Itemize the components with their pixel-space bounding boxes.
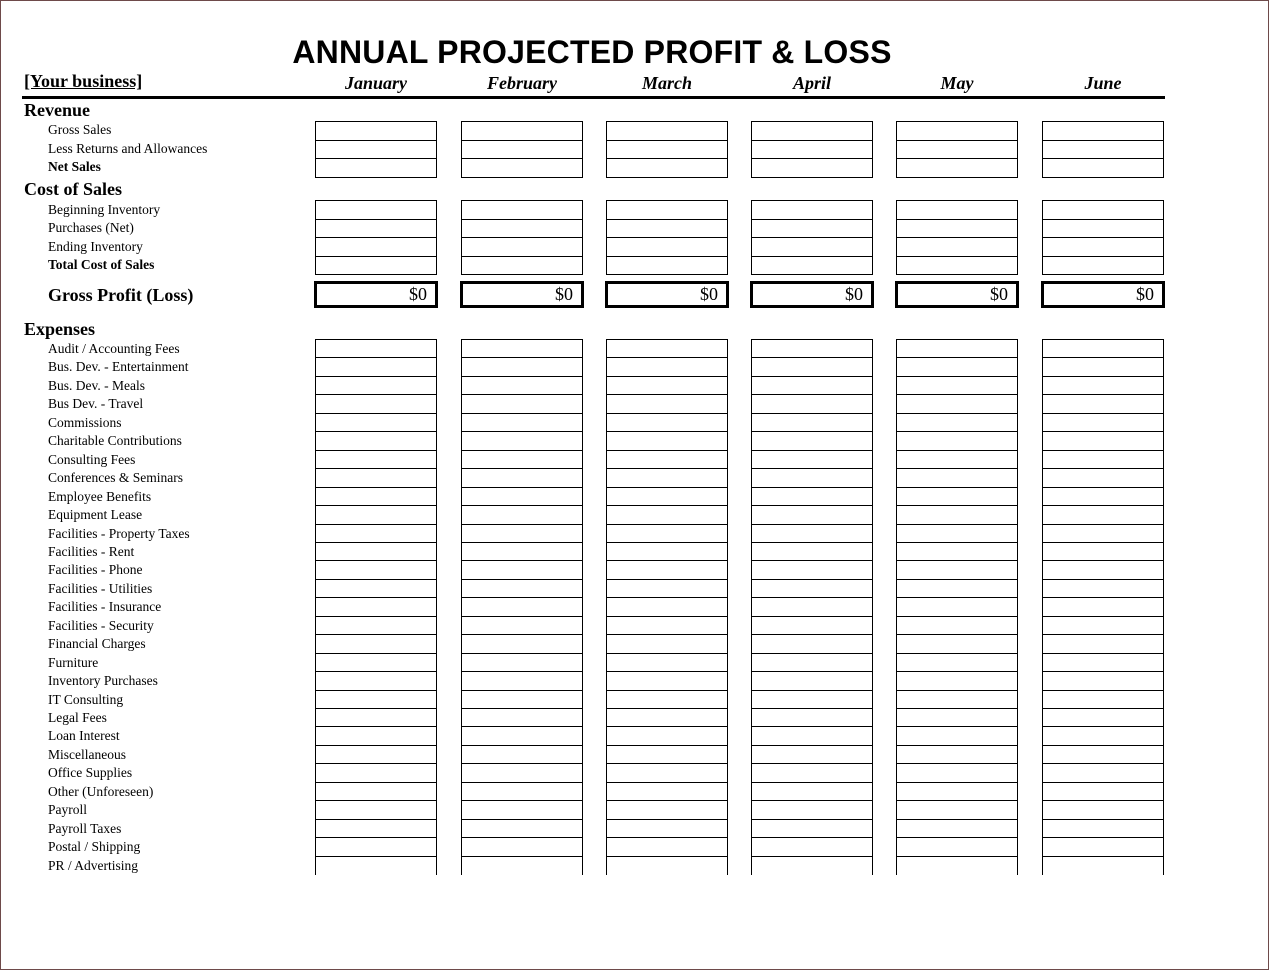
input-cell[interactable] xyxy=(461,837,583,857)
input-cell[interactable] xyxy=(315,560,437,580)
input-cell[interactable] xyxy=(461,542,583,562)
input-cell[interactable] xyxy=(1042,256,1164,276)
row-label: Employee Benefits xyxy=(48,488,152,504)
input-cell[interactable] xyxy=(751,376,873,396)
input-cell[interactable] xyxy=(606,121,728,141)
input-cell[interactable] xyxy=(751,819,873,839)
row-label: Facilities - Property Taxes xyxy=(48,525,190,541)
input-cell[interactable] xyxy=(606,782,728,802)
input-cell[interactable] xyxy=(606,800,728,820)
input-cell[interactable] xyxy=(461,256,583,276)
input-cell[interactable] xyxy=(896,237,1018,257)
row-label: Postal / Shipping xyxy=(48,839,141,855)
input-cell[interactable] xyxy=(461,579,583,599)
month-header: February xyxy=(486,73,557,93)
input-cell[interactable] xyxy=(315,376,437,396)
row-label: Inventory Purchases xyxy=(48,673,158,689)
input-cell[interactable] xyxy=(461,431,583,451)
input-cell[interactable] xyxy=(606,616,728,636)
input-cell[interactable] xyxy=(896,413,1018,433)
input-cell[interactable] xyxy=(606,468,728,488)
input-cell[interactable] xyxy=(751,800,873,820)
month-header: June xyxy=(1084,73,1122,93)
input-cell[interactable] xyxy=(896,468,1018,488)
input-cell[interactable] xyxy=(1042,431,1164,451)
section-title-revenue: Revenue xyxy=(24,100,90,120)
input-cell[interactable] xyxy=(315,726,437,746)
input-cell[interactable] xyxy=(606,450,728,470)
input-cell[interactable] xyxy=(751,219,873,239)
input-cell[interactable] xyxy=(315,708,437,728)
input-cell[interactable] xyxy=(1042,376,1164,396)
input-cell[interactable] xyxy=(461,376,583,396)
input-cell[interactable] xyxy=(461,708,583,728)
input-cell[interactable] xyxy=(751,413,873,433)
row-label: Bus. Dev. - Meals xyxy=(48,377,145,393)
section-title-cost-of-sales: Cost of Sales xyxy=(24,179,122,199)
input-cell[interactable] xyxy=(606,394,728,414)
input-cell[interactable] xyxy=(1042,542,1164,562)
input-cell[interactable] xyxy=(606,487,728,507)
row-label: Facilities - Phone xyxy=(48,562,143,578)
input-cell[interactable] xyxy=(461,450,583,470)
input-cell[interactable] xyxy=(606,200,728,220)
input-cell[interactable] xyxy=(315,819,437,839)
input-cell[interactable] xyxy=(1042,339,1164,359)
input-cell[interactable] xyxy=(896,219,1018,239)
input-cell[interactable] xyxy=(896,579,1018,599)
input-cell[interactable] xyxy=(1042,487,1164,507)
gross-profit-cell: $0 xyxy=(1041,281,1165,308)
input-cell[interactable] xyxy=(751,856,873,876)
input-cell[interactable] xyxy=(315,837,437,857)
input-cell[interactable] xyxy=(751,763,873,783)
input-cell[interactable] xyxy=(1042,450,1164,470)
row-label: Purchases (Net) xyxy=(48,220,134,235)
row-label: Facilities - Security xyxy=(48,617,154,633)
input-cell[interactable] xyxy=(1042,505,1164,525)
input-cell[interactable] xyxy=(1042,819,1164,839)
row-label: Financial Charges xyxy=(48,636,146,652)
input-cell[interactable] xyxy=(751,339,873,359)
input-cell[interactable] xyxy=(606,763,728,783)
input-cell[interactable] xyxy=(1042,121,1164,141)
input-cell[interactable] xyxy=(751,431,873,451)
input-cell[interactable] xyxy=(1042,690,1164,710)
input-cell[interactable] xyxy=(896,394,1018,414)
month-header: March xyxy=(641,73,692,93)
input-cell[interactable] xyxy=(751,690,873,710)
input-cell[interactable] xyxy=(751,597,873,617)
input-cell[interactable] xyxy=(1042,763,1164,783)
row-label: Total Cost of Sales xyxy=(48,257,155,272)
input-cell[interactable] xyxy=(896,256,1018,276)
month-header-row xyxy=(0,72,1269,96)
month-header: January xyxy=(344,73,407,93)
row-label: Less Returns and Allowances xyxy=(48,141,208,156)
input-cell[interactable] xyxy=(461,856,583,876)
row-label: Beginning Inventory xyxy=(48,202,161,217)
input-cell[interactable] xyxy=(315,413,437,433)
input-cell[interactable] xyxy=(461,339,583,359)
row-label: IT Consulting xyxy=(48,691,124,707)
input-cell[interactable] xyxy=(751,634,873,654)
input-cell[interactable] xyxy=(1042,708,1164,728)
input-cell[interactable] xyxy=(461,394,583,414)
input-cell[interactable] xyxy=(606,505,728,525)
row-label: Facilities - Utilities xyxy=(48,580,153,596)
input-cell[interactable] xyxy=(896,505,1018,525)
input-cell[interactable] xyxy=(315,200,437,220)
input-cell[interactable] xyxy=(896,140,1018,160)
input-cell[interactable] xyxy=(751,158,873,178)
input-cell[interactable] xyxy=(461,671,583,691)
input-cell[interactable] xyxy=(461,158,583,178)
gross-profit-cell: $0 xyxy=(460,281,584,308)
input-cell[interactable] xyxy=(1042,560,1164,580)
input-cell[interactable] xyxy=(896,708,1018,728)
input-cell[interactable] xyxy=(896,690,1018,710)
input-cell[interactable] xyxy=(606,560,728,580)
input-cell[interactable] xyxy=(896,487,1018,507)
input-cell[interactable] xyxy=(896,121,1018,141)
input-cell[interactable] xyxy=(896,431,1018,451)
input-cell[interactable] xyxy=(606,219,728,239)
input-cell[interactable] xyxy=(315,121,437,141)
input-cell[interactable] xyxy=(461,726,583,746)
input-cell[interactable] xyxy=(896,800,1018,820)
gross-profit-cell: $0 xyxy=(605,281,729,308)
input-cell[interactable] xyxy=(751,542,873,562)
row-label: Other (Unforeseen) xyxy=(48,783,154,799)
input-cell[interactable] xyxy=(751,121,873,141)
input-cell[interactable] xyxy=(606,140,728,160)
input-cell[interactable] xyxy=(751,140,873,160)
input-cell[interactable] xyxy=(461,690,583,710)
input-cell[interactable] xyxy=(896,745,1018,765)
input-cell[interactable] xyxy=(315,542,437,562)
input-cell[interactable] xyxy=(315,450,437,470)
input-cell[interactable] xyxy=(1042,158,1164,178)
input-cell[interactable] xyxy=(461,560,583,580)
row-label: Ending Inventory xyxy=(48,239,143,254)
input-cell[interactable] xyxy=(315,339,437,359)
input-cell[interactable] xyxy=(606,579,728,599)
input-cell[interactable] xyxy=(751,579,873,599)
input-cell[interactable] xyxy=(1042,671,1164,691)
row-label: Commissions xyxy=(48,414,122,430)
input-cell[interactable] xyxy=(315,524,437,544)
input-cell[interactable] xyxy=(896,597,1018,617)
input-cell[interactable] xyxy=(315,763,437,783)
input-cell[interactable] xyxy=(606,256,728,276)
gross-profit-cell: $0 xyxy=(750,281,874,308)
business-name-field[interactable]: [Your business] xyxy=(24,71,143,91)
input-cell[interactable] xyxy=(751,505,873,525)
row-label: Bus. Dev. - Entertainment xyxy=(48,359,189,375)
input-cell[interactable] xyxy=(1042,219,1164,239)
row-label: Conferences & Seminars xyxy=(48,470,183,486)
gross-profit-label: Gross Profit (Loss) xyxy=(48,285,194,305)
input-cell[interactable] xyxy=(606,542,728,562)
input-cell[interactable] xyxy=(461,819,583,839)
input-cell[interactable] xyxy=(315,140,437,160)
input-cell[interactable] xyxy=(461,763,583,783)
row-label: Facilities - Rent xyxy=(48,543,135,559)
input-cell[interactable] xyxy=(896,450,1018,470)
input-cell[interactable] xyxy=(1042,597,1164,617)
input-cell[interactable] xyxy=(461,653,583,673)
input-cell[interactable] xyxy=(315,158,437,178)
input-cell[interactable] xyxy=(751,524,873,544)
row-label: Miscellaneous xyxy=(48,746,126,762)
input-cell[interactable] xyxy=(461,800,583,820)
input-cell[interactable] xyxy=(1042,140,1164,160)
input-cell[interactable] xyxy=(315,616,437,636)
input-cell[interactable] xyxy=(1042,653,1164,673)
input-cell[interactable] xyxy=(606,524,728,544)
input-cell[interactable] xyxy=(606,339,728,359)
input-cell[interactable] xyxy=(315,468,437,488)
input-cell[interactable] xyxy=(1042,634,1164,654)
input-cell[interactable] xyxy=(315,671,437,691)
input-cell[interactable] xyxy=(1042,524,1164,544)
input-cell[interactable] xyxy=(751,837,873,857)
row-label: Audit / Accounting Fees xyxy=(48,341,180,356)
input-cell[interactable] xyxy=(896,357,1018,377)
input-cell[interactable] xyxy=(751,745,873,765)
input-cell[interactable] xyxy=(461,237,583,257)
input-cell[interactable] xyxy=(461,140,583,160)
gross-profit-cell: $0 xyxy=(314,281,438,308)
input-cell[interactable] xyxy=(1042,468,1164,488)
input-cell[interactable] xyxy=(1042,200,1164,220)
input-cell[interactable] xyxy=(461,200,583,220)
input-cell[interactable] xyxy=(896,819,1018,839)
input-cell[interactable] xyxy=(315,394,437,414)
row-label: Loan Interest xyxy=(48,728,120,744)
input-cell[interactable] xyxy=(606,357,728,377)
input-cell[interactable] xyxy=(315,856,437,876)
input-cell[interactable] xyxy=(1042,237,1164,257)
input-cell[interactable] xyxy=(1042,782,1164,802)
input-cell[interactable] xyxy=(315,219,437,239)
input-cell[interactable] xyxy=(606,413,728,433)
input-cell[interactable] xyxy=(315,782,437,802)
input-cell[interactable] xyxy=(606,819,728,839)
input-cell[interactable] xyxy=(751,394,873,414)
input-cell[interactable] xyxy=(461,468,583,488)
input-cell[interactable] xyxy=(315,597,437,617)
input-cell[interactable] xyxy=(1042,856,1164,876)
input-cell[interactable] xyxy=(461,357,583,377)
input-cell[interactable] xyxy=(606,690,728,710)
input-cell[interactable] xyxy=(606,671,728,691)
input-cell[interactable] xyxy=(315,237,437,257)
input-cell[interactable] xyxy=(751,357,873,377)
input-cell[interactable] xyxy=(751,200,873,220)
input-cell[interactable] xyxy=(751,237,873,257)
input-cell[interactable] xyxy=(606,634,728,654)
input-cell[interactable] xyxy=(896,671,1018,691)
gross-profit-cell: $0 xyxy=(895,281,1019,308)
input-cell[interactable] xyxy=(461,121,583,141)
input-cell[interactable] xyxy=(315,487,437,507)
input-cell[interactable] xyxy=(751,487,873,507)
input-cell[interactable] xyxy=(896,782,1018,802)
row-label: Furniture xyxy=(48,654,99,670)
input-cell[interactable] xyxy=(896,616,1018,636)
input-cell[interactable] xyxy=(315,431,437,451)
input-cell[interactable] xyxy=(315,634,437,654)
row-label: Facilities - Insurance xyxy=(48,599,162,615)
row-label: Payroll Taxes xyxy=(48,820,122,836)
input-cell[interactable] xyxy=(896,376,1018,396)
input-cell[interactable] xyxy=(1042,837,1164,857)
input-cell[interactable] xyxy=(315,505,437,525)
input-cell[interactable] xyxy=(896,542,1018,562)
page-title: ANNUAL PROJECTED PROFIT & LOSS xyxy=(292,34,892,70)
input-cell[interactable] xyxy=(751,256,873,276)
input-cell[interactable] xyxy=(751,450,873,470)
row-label: Legal Fees xyxy=(48,710,107,725)
input-cell[interactable] xyxy=(606,237,728,257)
input-cell[interactable] xyxy=(315,357,437,377)
input-cell[interactable] xyxy=(896,200,1018,220)
input-cell[interactable] xyxy=(896,856,1018,876)
input-cell[interactable] xyxy=(461,782,583,802)
input-cell[interactable] xyxy=(461,745,583,765)
input-cell[interactable] xyxy=(751,726,873,746)
input-cell[interactable] xyxy=(751,653,873,673)
input-cell[interactable] xyxy=(896,726,1018,746)
input-cell[interactable] xyxy=(1042,616,1164,636)
input-cell[interactable] xyxy=(461,616,583,636)
row-label: Net Sales xyxy=(48,159,101,174)
input-cell[interactable] xyxy=(1042,394,1164,414)
row-label: Office Supplies xyxy=(48,765,133,781)
input-cell[interactable] xyxy=(315,653,437,673)
row-label: PR / Advertising xyxy=(48,857,139,873)
input-cell[interactable] xyxy=(896,560,1018,580)
input-cell[interactable] xyxy=(315,256,437,276)
input-cell[interactable] xyxy=(896,653,1018,673)
month-header: April xyxy=(792,73,831,93)
input-cell[interactable] xyxy=(606,745,728,765)
input-cell[interactable] xyxy=(751,671,873,691)
input-cell[interactable] xyxy=(896,763,1018,783)
row-label: Gross Sales xyxy=(48,122,112,137)
input-cell[interactable] xyxy=(315,800,437,820)
input-cell[interactable] xyxy=(461,634,583,654)
input-cell[interactable] xyxy=(606,158,728,178)
input-cell[interactable] xyxy=(606,653,728,673)
input-cell[interactable] xyxy=(315,579,437,599)
input-cell[interactable] xyxy=(896,339,1018,359)
input-cell[interactable] xyxy=(606,597,728,617)
input-cell[interactable] xyxy=(315,745,437,765)
header-divider xyxy=(22,96,1165,99)
input-cell[interactable] xyxy=(461,524,583,544)
month-header: May xyxy=(940,73,974,93)
input-cell[interactable] xyxy=(1042,800,1164,820)
input-cell[interactable] xyxy=(461,219,583,239)
input-cell[interactable] xyxy=(1042,413,1164,433)
input-cell[interactable] xyxy=(896,634,1018,654)
row-label: Equipment Lease xyxy=(48,507,143,523)
input-cell[interactable] xyxy=(751,560,873,580)
section-title-expenses: Expenses xyxy=(24,319,96,339)
input-cell[interactable] xyxy=(606,431,728,451)
input-cell[interactable] xyxy=(751,468,873,488)
row-label: Bus Dev. - Travel xyxy=(48,396,144,412)
input-cell[interactable] xyxy=(1042,745,1164,765)
input-cell[interactable] xyxy=(606,708,728,728)
input-cell[interactable] xyxy=(461,413,583,433)
input-cell[interactable] xyxy=(606,856,728,876)
input-cell[interactable] xyxy=(896,158,1018,178)
row-label: Charitable Contributions xyxy=(48,433,182,449)
input-cell[interactable] xyxy=(1042,726,1164,746)
input-cell[interactable] xyxy=(751,616,873,636)
input-cell[interactable] xyxy=(751,708,873,728)
input-cell[interactable] xyxy=(461,597,583,617)
input-cell[interactable] xyxy=(1042,579,1164,599)
row-label: Consulting Fees xyxy=(48,451,136,467)
input-cell[interactable] xyxy=(751,782,873,802)
input-cell[interactable] xyxy=(461,505,583,525)
input-cell[interactable] xyxy=(461,487,583,507)
input-cell[interactable] xyxy=(606,837,728,857)
input-cell[interactable] xyxy=(896,524,1018,544)
input-cell[interactable] xyxy=(896,837,1018,857)
row-label: Payroll xyxy=(48,802,87,818)
input-cell[interactable] xyxy=(1042,357,1164,377)
input-cell[interactable] xyxy=(315,690,437,710)
input-cell[interactable] xyxy=(606,726,728,746)
input-cell[interactable] xyxy=(606,376,728,396)
